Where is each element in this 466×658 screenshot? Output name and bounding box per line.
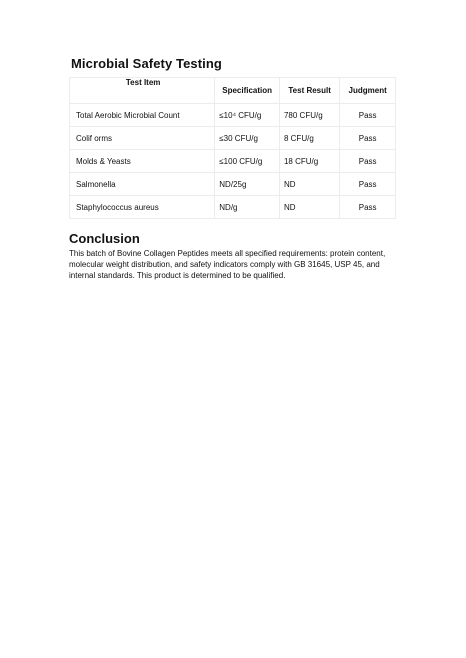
- cell-test-item: Staphylococcus aureus: [70, 196, 215, 219]
- cell-test-result: ND: [279, 196, 339, 219]
- cell-judgment: Pass: [340, 196, 396, 219]
- cell-specification: ND/g: [215, 196, 280, 219]
- cell-specification: ND/25g: [215, 173, 280, 196]
- cell-judgment: Pass: [340, 150, 396, 173]
- table-header-row: [70, 78, 396, 104]
- table-row: [70, 127, 396, 150]
- microbial-test-table: [69, 77, 396, 219]
- header-judgment: Judgment: [340, 78, 396, 104]
- header-test-result: Test Result: [279, 78, 339, 104]
- cell-specification: ≤10⁴ CFU/g: [215, 104, 280, 127]
- cell-test-result: 780 CFU/g: [279, 104, 339, 127]
- cell-test-result: 8 CFU/g: [279, 127, 339, 150]
- cell-test-result: 18 CFU/g: [279, 150, 339, 173]
- cell-test-item: Total Aerobic Microbial Count: [70, 104, 215, 127]
- cell-judgment: Pass: [340, 173, 396, 196]
- table-row: [70, 104, 396, 127]
- section-title: Microbial Safety Testing: [71, 56, 222, 71]
- header-specification: Specification: [215, 78, 280, 104]
- table-row: [70, 173, 396, 196]
- cell-judgment: Pass: [340, 127, 396, 150]
- cell-test-item: Molds & Yeasts: [70, 150, 215, 173]
- cell-specification: ≤100 CFU/g: [215, 150, 280, 173]
- table-row: [70, 196, 396, 219]
- cell-test-item: Colif orms: [70, 127, 215, 150]
- cell-test-item: Salmonella: [70, 173, 215, 196]
- header-test-item: [70, 78, 215, 104]
- header-test-item-label: Test Item: [125, 78, 161, 87]
- cell-specification: ≤30 CFU/g: [215, 127, 280, 150]
- conclusion-title: Conclusion: [69, 231, 140, 246]
- cell-test-result: ND: [279, 173, 339, 196]
- cell-judgment: Pass: [340, 104, 396, 127]
- table-row: [70, 150, 396, 173]
- conclusion-text: This batch of Bovine Collagen Peptides meets all specified requirements: protein content, molecular weight distribution, and safety indicators comply with GB 31645, USP 45, and internal standards. This product is determined to be qualified.: [69, 249, 386, 280]
